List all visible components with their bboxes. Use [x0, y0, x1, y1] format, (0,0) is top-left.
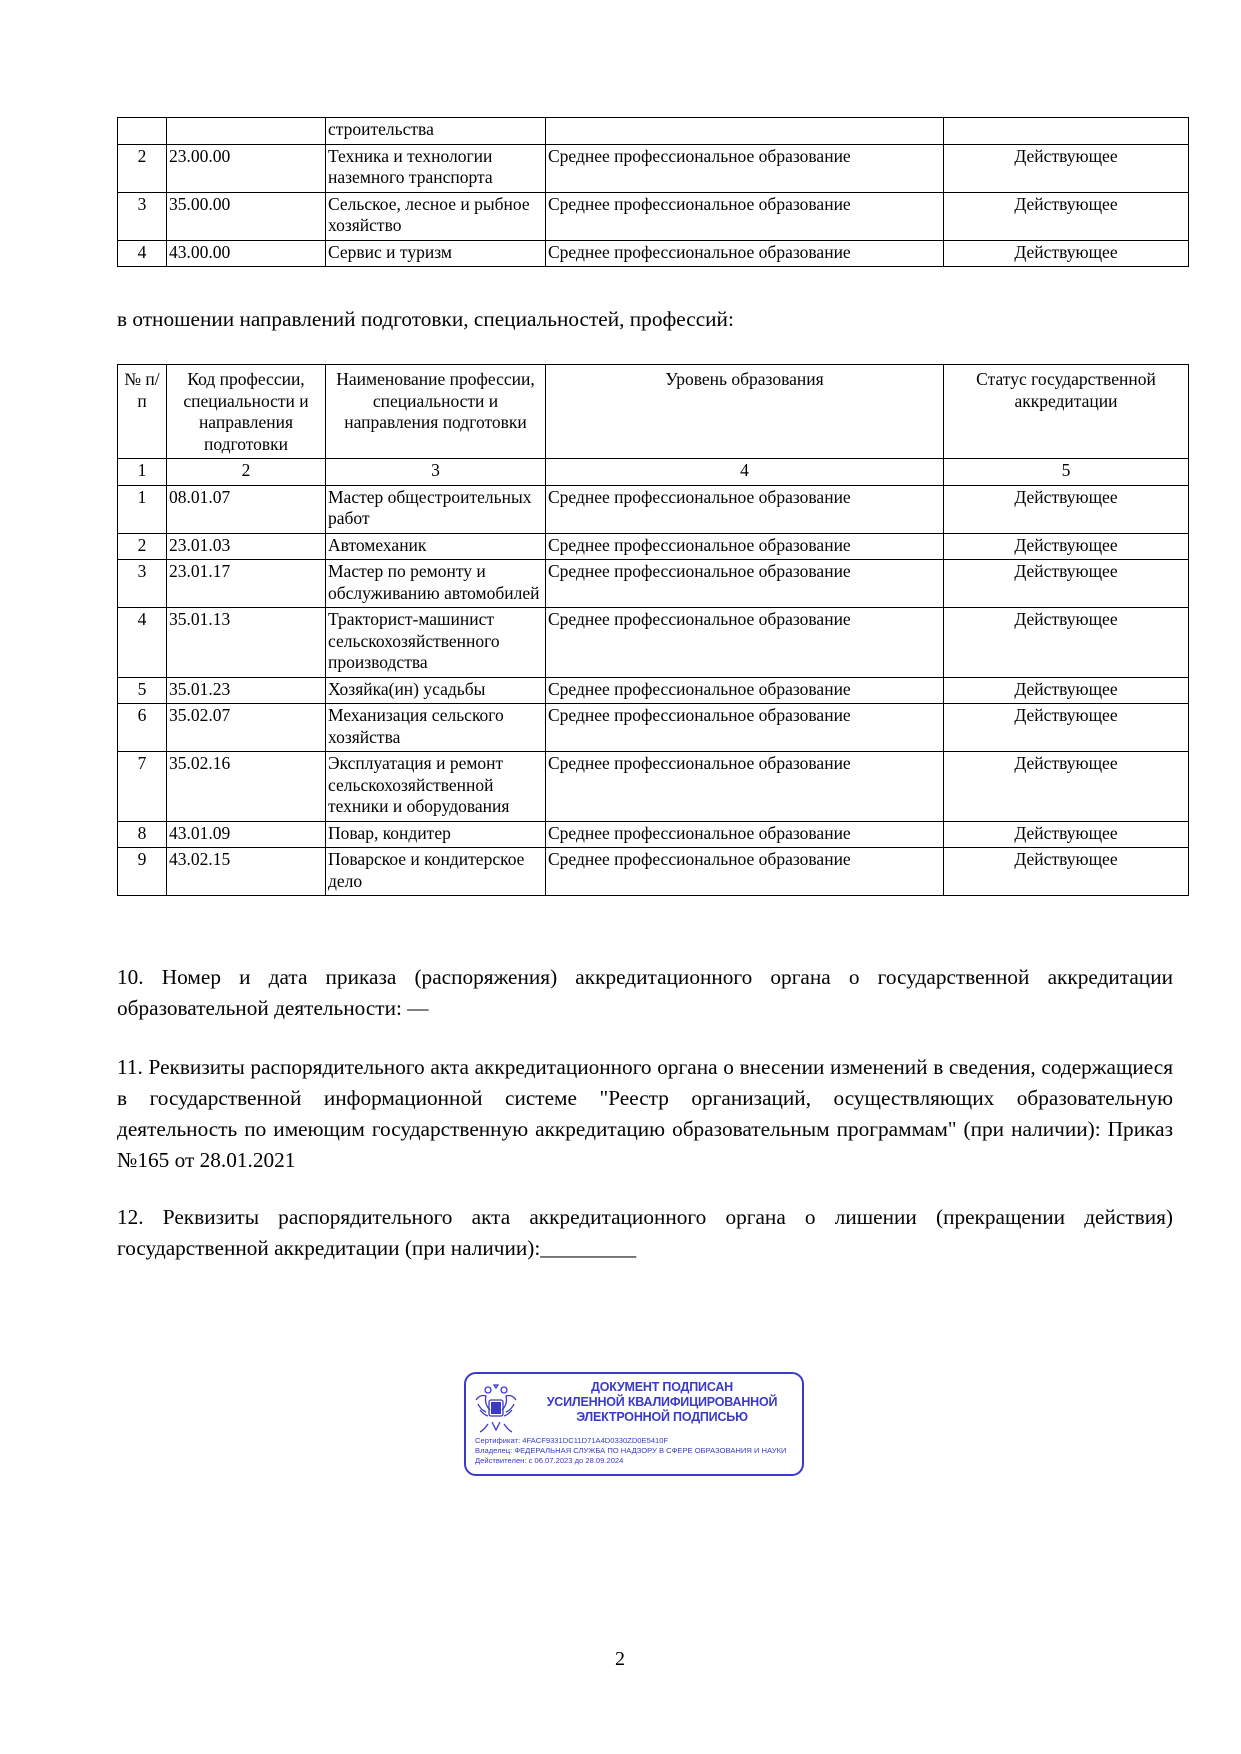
row-number: 4 — [118, 240, 167, 267]
table-row — [118, 704, 1189, 752]
row-status: Действующее — [944, 485, 1189, 533]
row-status: Действующее — [944, 144, 1189, 192]
row-code: 43.00.00 — [167, 240, 326, 267]
header-num: № п/п — [118, 365, 167, 459]
row-level: Среднее профессиональное образование — [546, 240, 944, 267]
stamp-title-line-1: ДОКУМЕНТ ПОДПИСАН — [590, 1380, 734, 1394]
row-name: Тракторист-машинист сельскохозяйственного производства — [326, 608, 546, 678]
page-number: 2 — [615, 1648, 625, 1670]
column-number: 3 — [326, 459, 546, 486]
stamp-title — [526, 1380, 798, 1425]
paragraph-10: 10. Номер и дата приказа (распоряжения) аккредитационного органа о государственной аккредитации образовательной деятельности: — — [117, 965, 1173, 1020]
row-code: 23.01.17 — [167, 560, 326, 608]
table-row — [118, 240, 1189, 267]
top-table — [117, 117, 1189, 267]
row-level: Среднее профессиональное образование — [546, 608, 944, 678]
header-code: Код профессии, специальности и направления подготовки — [167, 365, 326, 459]
row-status: Действующее — [944, 192, 1189, 240]
header-level: Уровень образования — [546, 365, 944, 459]
table-row — [118, 560, 1189, 608]
row-code: 23.01.03 — [167, 533, 326, 560]
row-code: 43.02.15 — [167, 848, 326, 896]
stamp-owner: Владелец: ФЕДЕРАЛЬНАЯ СЛУЖБА ПО НАДЗОРУ В СФЕРЕ ОБРАЗОВАНИЯ И НАУКИ — [475, 1446, 787, 1455]
table-row — [118, 608, 1189, 678]
stamp-valid: Действителен: с 06.07.2023 до 28.09.2024 — [475, 1456, 624, 1465]
row-status: Действующее — [944, 608, 1189, 678]
stamp-title-line-3: ЭЛЕКТРОННОЙ ПОДПИСЬЮ — [576, 1410, 748, 1424]
row-status: Действующее — [944, 704, 1189, 752]
row-name: Эксплуатация и ремонт сельскохозяйственной техники и оборудования — [326, 752, 546, 822]
row-level: Среднее профессиональное образование — [546, 485, 944, 533]
row-number: 6 — [118, 704, 167, 752]
row-name: Повар, кондитер — [326, 821, 546, 848]
row-status: Действующее — [944, 677, 1189, 704]
row-number: 3 — [118, 192, 167, 240]
table-row — [118, 848, 1189, 896]
row-number: 3 — [118, 560, 167, 608]
row-number: 5 — [118, 677, 167, 704]
programs-table — [117, 364, 1189, 896]
row-level — [546, 118, 944, 145]
row-name: Сервис и туризм — [326, 240, 546, 267]
column-number: 5 — [944, 459, 1189, 486]
row-level: Среднее профессиональное образование — [546, 848, 944, 896]
header-status: Статус государственной аккредитации — [944, 365, 1189, 459]
row-number: 2 — [118, 144, 167, 192]
intro-text: в отношении направлений подготовки, специальностей, профессий: — [117, 307, 734, 331]
table-row — [118, 144, 1189, 192]
table-row — [118, 485, 1189, 533]
row-name: строительства — [326, 118, 546, 145]
row-level: Среднее профессиональное образование — [546, 704, 944, 752]
table-row — [118, 118, 1189, 145]
row-level: Среднее профессиональное образование — [546, 144, 944, 192]
row-code: 23.00.00 — [167, 144, 326, 192]
header-name: Наименование профессии, специальности и направления подготовки — [326, 365, 546, 459]
row-status: Действующее — [944, 533, 1189, 560]
column-number-row — [118, 459, 1189, 486]
row-name: Сельское, лесное и рыбное хозяйство — [326, 192, 546, 240]
programs-table-head — [118, 365, 1189, 486]
table-row — [118, 821, 1189, 848]
stamp-title-line-2: УСИЛЕННОЙ КВАЛИФИЦИРОВАННОЙ — [546, 1395, 778, 1409]
column-number: 1 — [118, 459, 167, 486]
row-name: Техника и технологии наземного транспорта — [326, 144, 546, 192]
row-code: 43.01.09 — [167, 821, 326, 848]
top-table-body — [118, 118, 1189, 267]
row-status: Действующее — [944, 560, 1189, 608]
row-code: 35.01.23 — [167, 677, 326, 704]
row-code: 35.01.13 — [167, 608, 326, 678]
row-level: Среднее профессиональное образование — [546, 192, 944, 240]
row-level: Среднее профессиональное образование — [546, 560, 944, 608]
row-name: Поварское и кондитерское дело — [326, 848, 546, 896]
row-name: Хозяйка(ин) усадьбы — [326, 677, 546, 704]
row-code: 08.01.07 — [167, 485, 326, 533]
row-number: 7 — [118, 752, 167, 822]
row-level: Среднее профессиональное образование — [546, 533, 944, 560]
stamp-certificate: Сертификат: 4FACF9331DC11D71A4D0330ZD0E5410F — [475, 1436, 669, 1445]
table-row — [118, 752, 1189, 822]
table-row — [118, 192, 1189, 240]
row-name: Мастер по ремонту и обслуживанию автомобилей — [326, 560, 546, 608]
column-number: 4 — [546, 459, 944, 486]
row-level: Среднее профессиональное образование — [546, 677, 944, 704]
row-code: 35.02.07 — [167, 704, 326, 752]
row-number: 8 — [118, 821, 167, 848]
row-name: Механизация сельского хозяйства — [326, 704, 546, 752]
row-number: 1 — [118, 485, 167, 533]
electronic-signature-stamp — [464, 1372, 804, 1476]
row-status: Действующее — [944, 240, 1189, 267]
column-number: 2 — [167, 459, 326, 486]
header-row — [118, 365, 1189, 459]
row-status: Действующее — [944, 752, 1189, 822]
row-level: Среднее профессиональное образование — [546, 821, 944, 848]
row-status: Действующее — [944, 821, 1189, 848]
table-row — [118, 533, 1189, 560]
programs-table-body — [118, 485, 1189, 896]
row-name: Мастер общестроительных работ — [326, 485, 546, 533]
row-level: Среднее профессиональное образование — [546, 752, 944, 822]
paragraph-11: 11. Реквизиты распорядительного акта аккредитационного органа о внесении изменений в сведения, содержащиеся в государственной информационной системе "Реестр организаций, осуществляющих образовательную деятельность по имеющим государственную аккредитацию образовательным программам" (при наличии): Приказ №165 от 28.01.2021 — [117, 1055, 1173, 1172]
row-code: 35.02.16 — [167, 752, 326, 822]
row-code: 35.00.00 — [167, 192, 326, 240]
row-number: 2 — [118, 533, 167, 560]
table-row — [118, 677, 1189, 704]
coat-of-arms-icon — [474, 1382, 518, 1436]
paragraph-12: 12. Реквизиты распорядительного акта аккредитационного органа о лишении (прекращении действия) государственной аккредитации (при наличии):_________ — [117, 1205, 1173, 1260]
row-number: 4 — [118, 608, 167, 678]
row-number: 9 — [118, 848, 167, 896]
row-status: Действующее — [944, 848, 1189, 896]
row-code — [167, 118, 326, 145]
row-number — [118, 118, 167, 145]
row-status — [944, 118, 1189, 145]
row-name: Автомеханик — [326, 533, 546, 560]
